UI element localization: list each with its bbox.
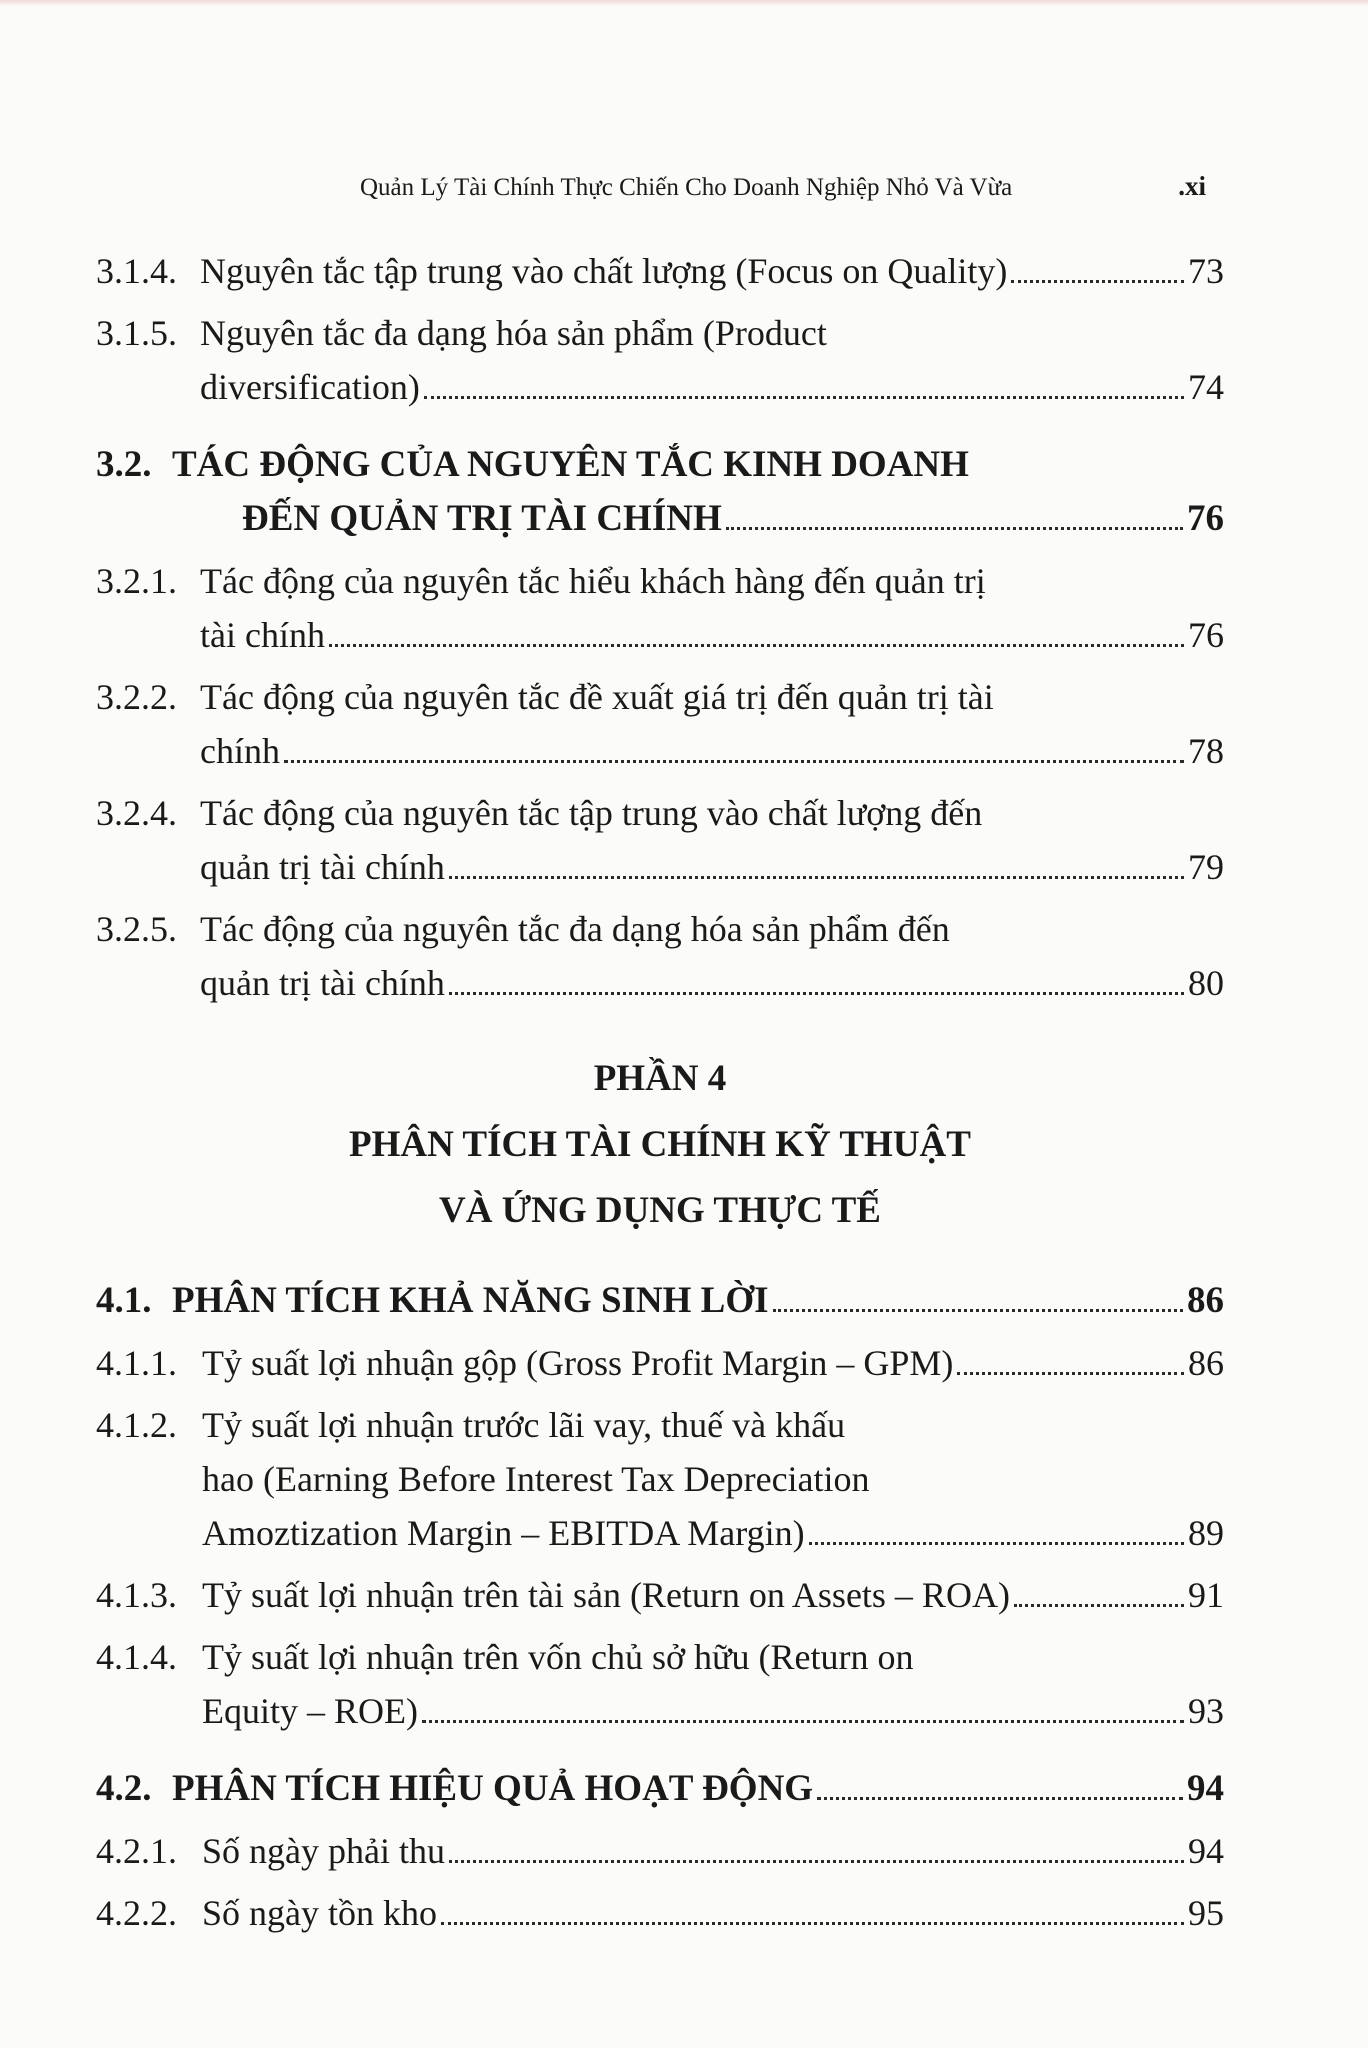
- toc-entry-4-2-2[interactable]: [96, 1886, 1224, 1940]
- toc-entry-4-1-4[interactable]: [96, 1630, 1224, 1738]
- section-page: 94: [1187, 1768, 1224, 1809]
- entry-title: Tỷ suất lợi nhuận trên tài sản (Return on Assets – ROA): [202, 1575, 1010, 1615]
- toc-entry-3-2-5[interactable]: [96, 902, 1224, 1010]
- dot-leader: [773, 1309, 1183, 1312]
- book-title: Quản Lý Tài Chính Thực Chiến Cho Doanh Nghiệp Nhỏ Và Vừa: [360, 174, 1013, 201]
- dot-leader: [817, 1797, 1183, 1800]
- section-title: PHÂN TÍCH KHẢ NĂNG SINH LỜI: [172, 1280, 769, 1321]
- entry-title: chính: [200, 731, 280, 771]
- section-number: 3.2.: [96, 444, 152, 485]
- entry-number: 3.1.5.: [96, 313, 177, 353]
- entry-title: Số ngày tồn kho: [202, 1893, 438, 1933]
- entry-page: 93: [1188, 1691, 1224, 1731]
- entry-number: 4.1.3.: [96, 1575, 177, 1615]
- section-number: 4.1.: [96, 1280, 152, 1321]
- dot-leader: [449, 992, 1184, 995]
- entry-title-line: hao (Earning Before Interest Tax Depreciation: [202, 1459, 870, 1499]
- entry-page: 86: [1188, 1343, 1224, 1383]
- part-title-line: VÀ ỨNG DỤNG THỰC TẾ: [439, 1190, 881, 1231]
- entry-title: quản trị tài chính: [200, 847, 445, 887]
- entry-page: 78: [1188, 731, 1224, 771]
- entry-title: Equity – ROE): [202, 1691, 418, 1731]
- toc-entry-3-2-2[interactable]: [96, 670, 1224, 778]
- dot-leader: [329, 644, 1184, 647]
- toc-section-4-1[interactable]: [96, 1274, 1224, 1328]
- section-number: 4.2.: [96, 1768, 152, 1809]
- page-edge: [0, 0, 1368, 6]
- dot-leader: [1014, 1604, 1184, 1607]
- entry-page: 91: [1188, 1575, 1224, 1615]
- entry-title-line: Tác động của nguyên tắc hiểu khách hàng đến quản trị: [200, 561, 986, 601]
- entry-page: 80: [1188, 963, 1224, 1003]
- part-heading: [96, 1046, 1224, 1244]
- part-title-line: PHÂN TÍCH TÀI CHÍNH KỸ THUẬT: [349, 1124, 971, 1165]
- entry-number: 3.1.4.: [96, 251, 177, 291]
- entry-number: 3.2.4.: [96, 793, 177, 833]
- entry-title: Số ngày phải thu: [202, 1831, 445, 1871]
- entry-number: 3.2.1.: [96, 561, 177, 601]
- section-page: 86: [1187, 1280, 1224, 1321]
- entry-title: Amoztization Margin – EBITDA Margin): [202, 1513, 805, 1553]
- entry-page: 74: [1188, 367, 1224, 407]
- dot-leader: [809, 1542, 1184, 1545]
- toc-entry-4-1-2[interactable]: [96, 1398, 1224, 1560]
- toc-entry-4-1-1[interactable]: [96, 1336, 1224, 1390]
- entry-number: 4.2.2.: [96, 1893, 177, 1933]
- entry-number: 4.1.4.: [96, 1637, 177, 1677]
- dot-leader: [424, 396, 1184, 399]
- entry-title: diversification): [200, 367, 420, 407]
- dot-leader: [1011, 280, 1184, 283]
- page-number: .xi: [1178, 171, 1206, 201]
- dot-leader: [441, 1922, 1184, 1925]
- entry-title-line: Tỷ suất lợi nhuận trên vốn chủ sở hữu (Return on: [202, 1637, 914, 1677]
- entry-title: Tỷ suất lợi nhuận gộp (Gross Profit Margin – GPM): [202, 1343, 954, 1383]
- entry-number: 4.2.1.: [96, 1831, 177, 1871]
- section-title-line: TÁC ĐỘNG CỦA NGUYÊN TẮC KINH DOANH: [172, 444, 969, 485]
- toc-entry-3-2-4[interactable]: [96, 786, 1224, 894]
- entry-title-line: Nguyên tắc đa dạng hóa sản phẩm (Product: [200, 313, 827, 353]
- entry-number: 3.2.5.: [96, 909, 177, 949]
- toc-section-4-2[interactable]: [96, 1762, 1224, 1816]
- dot-leader: [449, 876, 1184, 879]
- dot-leader: [726, 527, 1183, 530]
- table-of-contents: [96, 244, 1224, 1948]
- entry-number: 3.2.2.: [96, 677, 177, 717]
- entry-page: 95: [1188, 1893, 1224, 1933]
- section-page: 76: [1187, 498, 1224, 539]
- dot-leader: [284, 760, 1184, 763]
- entry-page: 76: [1188, 615, 1224, 655]
- toc-entry-4-1-3[interactable]: [96, 1568, 1224, 1622]
- entry-page: 73: [1188, 251, 1224, 291]
- dot-leader: [422, 1720, 1184, 1723]
- toc-entry-4-2-1[interactable]: [96, 1824, 1224, 1878]
- entry-title: quản trị tài chính: [200, 963, 445, 1003]
- entry-title-line: Tác động của nguyên tắc đề xuất giá trị đến quản trị tài: [200, 677, 994, 717]
- toc-entry-3-2-1[interactable]: [96, 554, 1224, 662]
- entry-number: 4.1.2.: [96, 1405, 177, 1445]
- entry-number: 4.1.1.: [96, 1343, 177, 1383]
- section-title: PHÂN TÍCH HIỆU QUẢ HOẠT ĐỘNG: [172, 1768, 814, 1809]
- entry-title-line: Tác động của nguyên tắc tập trung vào chất lượng đến: [200, 793, 983, 833]
- toc-section-3-2[interactable]: [96, 438, 1224, 546]
- entry-title-line: Tỷ suất lợi nhuận trước lãi vay, thuế và khấu: [202, 1405, 846, 1445]
- toc-entry-3-1-4[interactable]: [96, 244, 1224, 298]
- entry-page: 89: [1188, 1513, 1224, 1553]
- entry-page: 94: [1188, 1831, 1224, 1871]
- toc-entry-3-1-5[interactable]: [96, 306, 1224, 414]
- entry-title-line: Tác động của nguyên tắc đa dạng hóa sản phẩm đến: [200, 909, 950, 949]
- running-header: [360, 168, 1206, 204]
- entry-page: 79: [1188, 847, 1224, 887]
- entry-title: tài chính: [200, 615, 325, 655]
- dot-leader: [957, 1372, 1184, 1375]
- part-label: PHẦN 4: [593, 1058, 727, 1099]
- dot-leader: [449, 1860, 1184, 1863]
- section-title: ĐẾN QUẢN TRỊ TÀI CHÍNH: [242, 498, 722, 539]
- entry-title: Nguyên tắc tập trung vào chất lượng (Focus on Quality): [200, 251, 1008, 291]
